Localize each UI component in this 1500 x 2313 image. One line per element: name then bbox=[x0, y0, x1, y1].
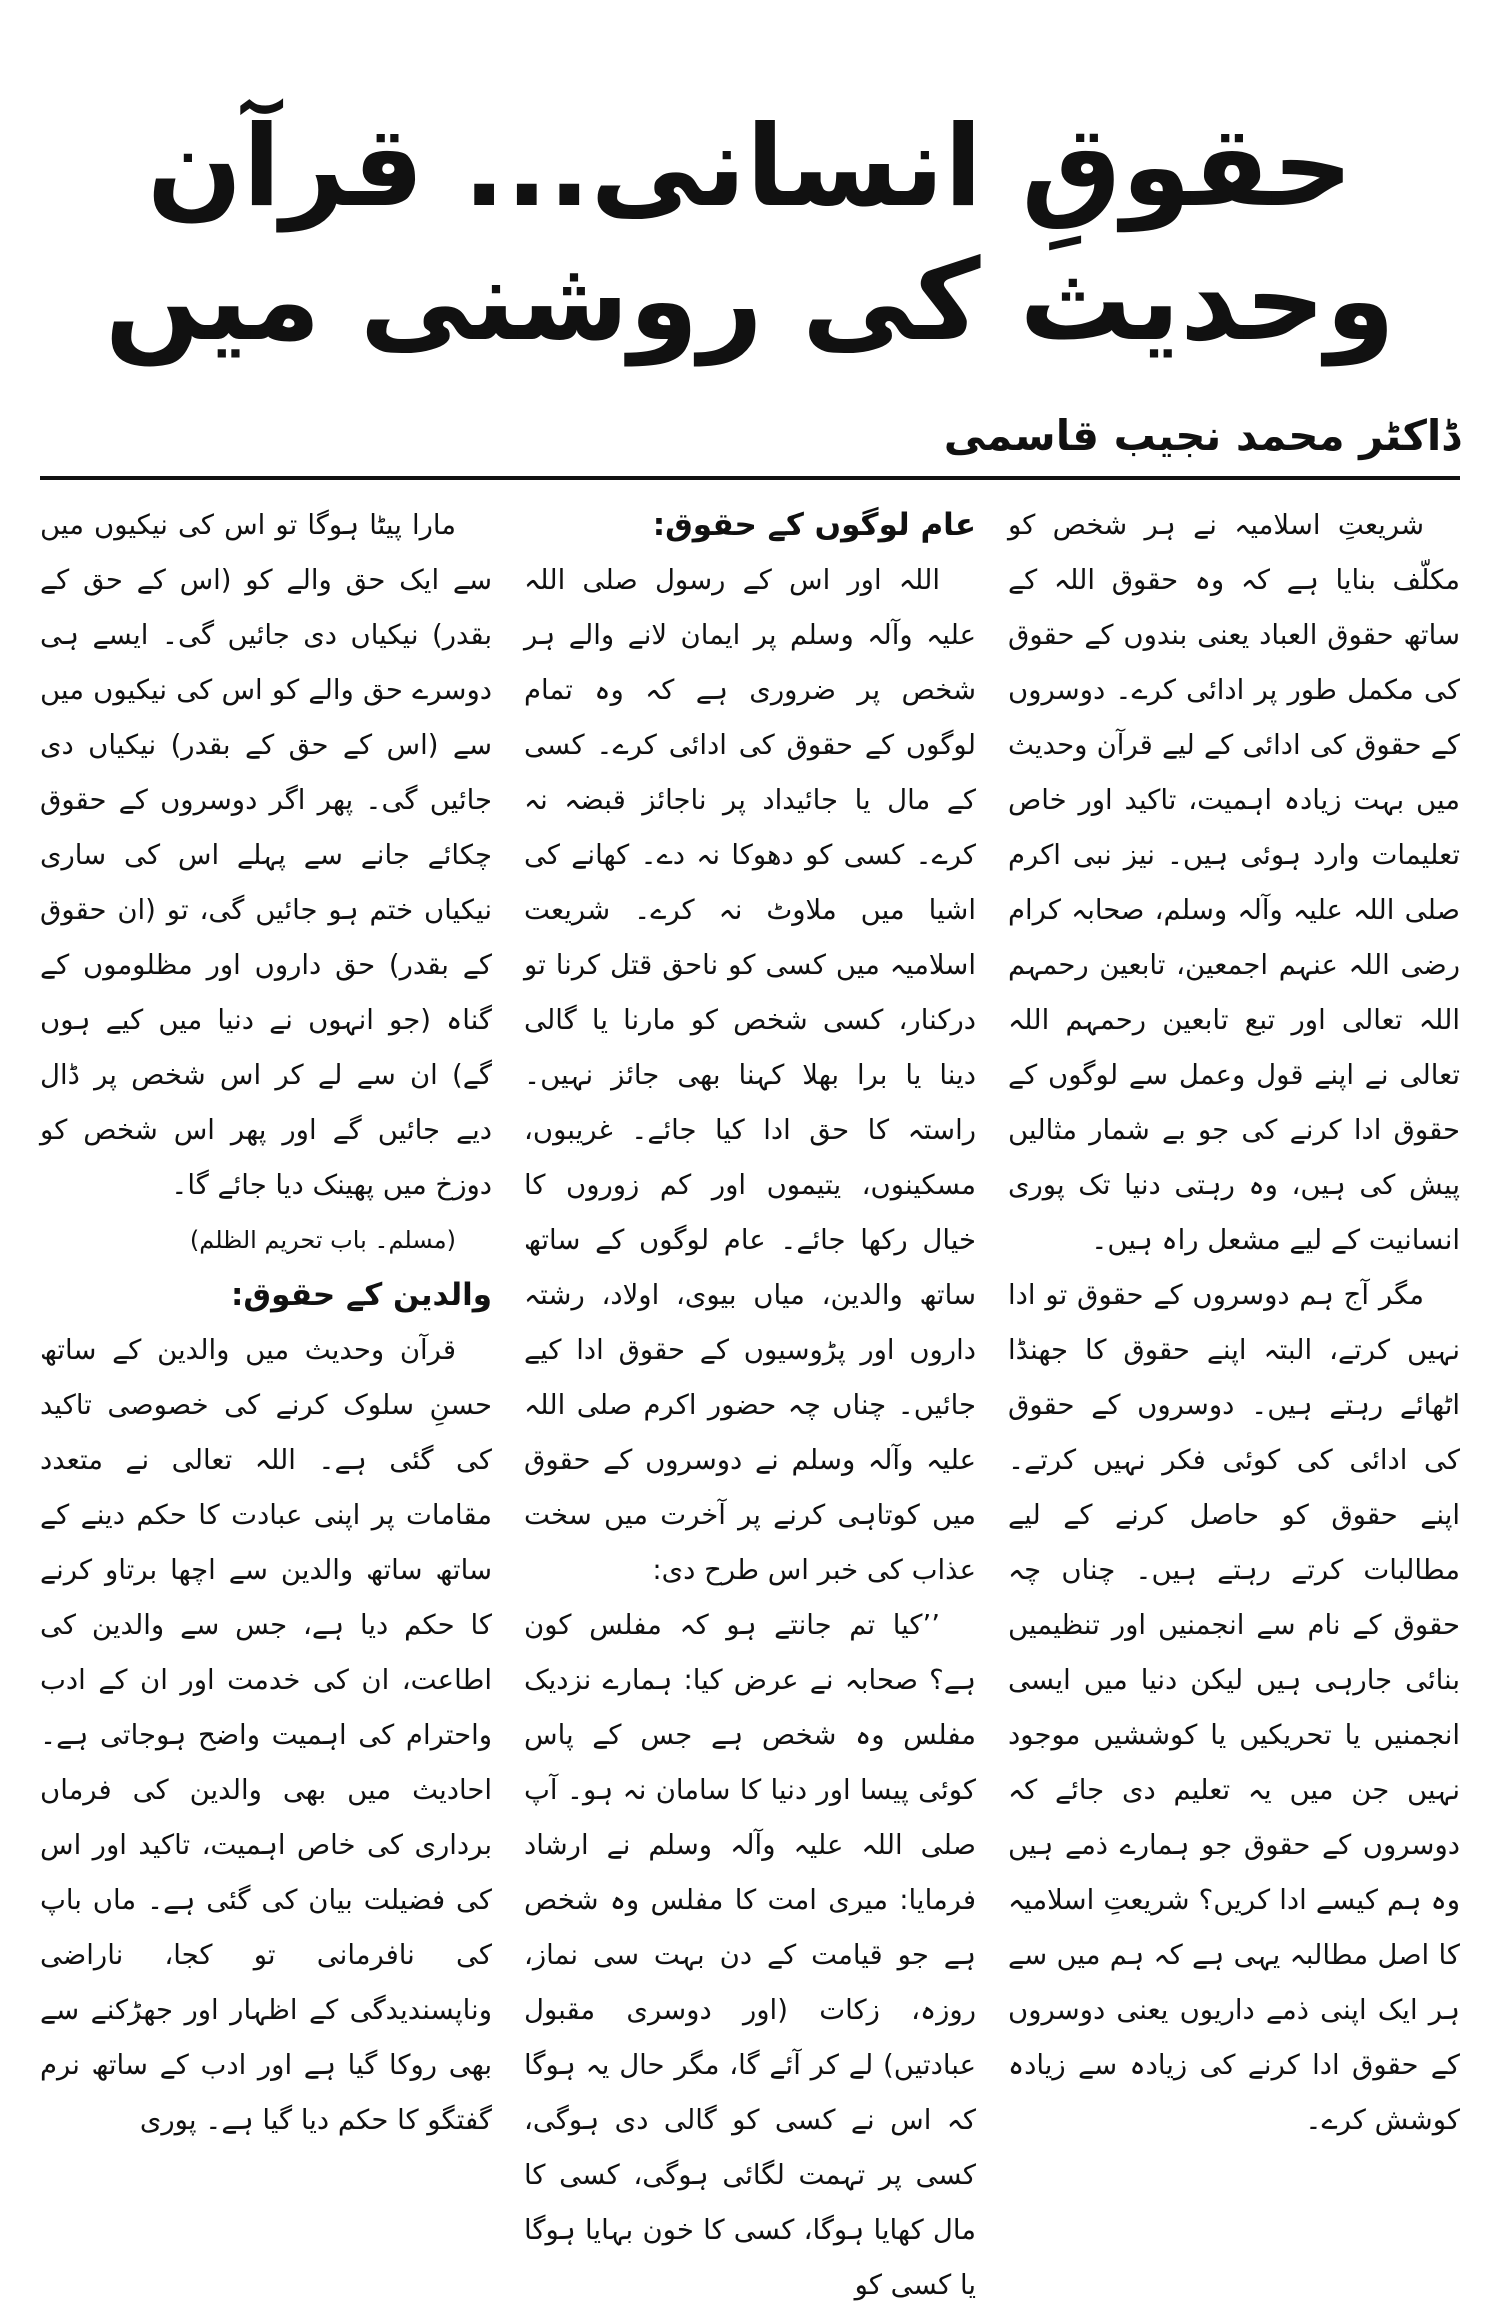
paragraph: ’’کیا تم جانتے ہو کہ مفلس کون ہے؟ صحابہ نے عرض کیا: ہمارے نزدیک مفلس وہ شخص ہے جس کے پاس کوئی پیسا اور دنیا کا سامان نہ ہو۔ آپ صلی اللہ علیہ وآلہ وسلم نے ارشاد فرمایا: میری امت کا مفلس وہ شخص ہے جو قیامت کے دن بہت سی نماز، روزہ، زکات (اور دوسری مقبول عبادتیں) لے کر آئے گا، مگر حال یہ ہوگا کہ اس نے کسی کو گالی دی ہوگی، کسی پر تہمت لگائی ہوگی، کسی کا مال کھایا ہوگا، کسی کا خون بہایا ہوگا یا کسی کو bbox=[524, 1608, 976, 2301]
section-heading-parents-rights: والدین کے حقوق: bbox=[231, 1276, 492, 1313]
paragraph: اللہ اور اس کے رسول صلی اللہ علیہ وآلہ وسلم پر ایمان لانے والے ہر شخص پر ضروری ہے کہ وہ تمام لوگوں کے حقوق کی ادائی کرے۔ کسی کے مال یا جائیداد پر ناجائز قبضہ نہ کرے۔ کسی کو دھوکا نہ دے۔ کھانے کی اشیا میں ملاوٹ نہ کرے۔ شریعت اسلامیہ میں کسی کو ناحق قتل کرنا تو درکنار، کسی شخص کو مارنا یا گالی دینا یا برا بھلا کہنا بھی جائز نہیں۔ راستہ کا حق ادا کیا جائے۔ غریبوں، مسکینوں، یتیموں اور کم زوروں کا خیال رکھا جائے۔ عام لوگوں کے ساتھ ساتھ والدین، میاں بیوی، اولاد، رشتہ داروں اور پڑوسیوں کے حقوق ادا کیے جائیں۔ چناں چہ حضور اکرم صلی اللہ علیہ وآلہ وسلم نے دوسروں کے حقوق میں کوتاہی کرنے پر آخرت میں سخت عذاب کی خبر اس طرح دی: bbox=[524, 563, 976, 1586]
column-left bbox=[40, 498, 492, 2238]
author-byline: ڈاکٹر محمد نجیب قاسمی bbox=[943, 410, 1460, 460]
hadith-reference: (مسلم۔ باب تحریم الظلم) bbox=[189, 1225, 456, 1254]
column-right bbox=[1008, 498, 1460, 2238]
column-middle bbox=[524, 498, 976, 2301]
paragraph: شریعتِ اسلامیہ نے ہر شخص کو مکلّف بنایا ہے کہ وہ حقوق اللہ کے ساتھ حقوق العباد یعنی بندوں کے حقوق کی مکمل طور پر ادائی کرے۔ دوسروں کے حقوق کی ادائی کے لیے قرآن وحدیث میں بہت زیادہ اہمیت، تاکید اور خاص تعلیمات وارد ہوئی ہیں۔ نیز نبی اکرم صلی اللہ علیہ وآلہ وسلم، صحابہ کرام رضی اللہ عنہم اجمعین، تابعین رحمہم اللہ تعالی اور تبع تابعین رحمہم اللہ تعالی نے اپنے قول وعمل سے لوگوں کے حقوق ادا کرنے کی جو بے شمار مثالیں پیش کی ہیں، وہ رہتی دنیا تک پوری انسانیت کے لیے مشعل راہ ہیں۔ bbox=[1008, 508, 1460, 1256]
paragraph: قرآن وحدیث میں والدین کے ساتھ حسنِ سلوک کرنے کی خصوصی تاکید کی گئی ہے۔ اللہ تعالی نے متعدد مقامات پر اپنی عبادت کا حکم دینے کے ساتھ ساتھ والدین سے اچھا برتاو کرنے کا حکم دیا ہے، جس سے والدین کی اطاعت، ان کی خدمت اور ان کے ادب واحترام کی اہمیت واضح ہوجاتی ہے۔ احادیث میں بھی والدین کی فرماں برداری کی خاص اہمیت، تاکید اور اس کی فضیلت بیان کی گئی ہے۔ ماں باپ کی نافرمانی تو کجا، ناراضی وناپسندیدگی کے اظہار اور جھڑکنے سے بھی روکا گیا ہے اور ادب کے ساتھ نرم گفتگو کا حکم دیا گیا ہے۔ پوری bbox=[40, 1333, 492, 2136]
paragraph: مگر آج ہم دوسروں کے حقوق تو ادا نہیں کرتے، البتہ اپنے حقوق کا جھنڈا اٹھائے رہتے ہیں۔ دوسروں کے حقوق کی ادائی کی کوئی فکر نہیں کرتے۔ اپنے حقوق کو حاصل کرنے کے لیے مطالبات کرتے رہتے ہیں۔ چناں چہ حقوق کے نام سے انجمنیں اور تنظیمیں بنائی جارہی ہیں لیکن دنیا میں ایسی انجمنیں یا تحریکیں یا کوششیں موجود نہیں جن میں یہ تعلیم دی جائے کہ دوسروں کے حقوق جو ہمارے ذمے ہیں وہ ہم کیسے ادا کریں؟ شریعتِ اسلامیہ کا اصل مطالبہ یہی ہے کہ ہم میں سے ہر ایک اپنی ذمے داریوں یعنی دوسروں کے حقوق ادا کرنے کی زیادہ سے زیادہ کوشش کرے۔ bbox=[1008, 1278, 1460, 2136]
paragraph: مارا پیٹا ہوگا تو اس کی نیکیوں میں سے ایک حق والے کو (اس کے حق کے بقدر) نیکیاں دی جائیں گی۔ ایسے ہی دوسرے حق والے کو اس کی نیکیوں میں سے (اس کے حق کے بقدر) نیکیاں دی جائیں گی۔ پھر اگر دوسروں کے حقوق چکائے جانے سے پہلے اس کی ساری نیکیاں ختم ہو جائیں گی، تو (ان حقوق کے بقدر) حق داروں اور مظلوموں کے گناہ (جو انہوں نے دنیا میں کیے ہوں گے) ان سے لے کر اس شخص پر ڈال دیے جائیں گے اور پھر اس شخص کو دوزخ میں پھینک دیا جائے گا۔ bbox=[40, 508, 492, 1201]
article-title: حقوقِ انسانی... قرآن وحدیث کی روشنی میں bbox=[104, 102, 1396, 367]
section-heading-public-rights: عام لوگوں کے حقوق: bbox=[652, 506, 976, 543]
article-columns bbox=[40, 498, 1460, 2301]
header-divider bbox=[40, 476, 1460, 480]
